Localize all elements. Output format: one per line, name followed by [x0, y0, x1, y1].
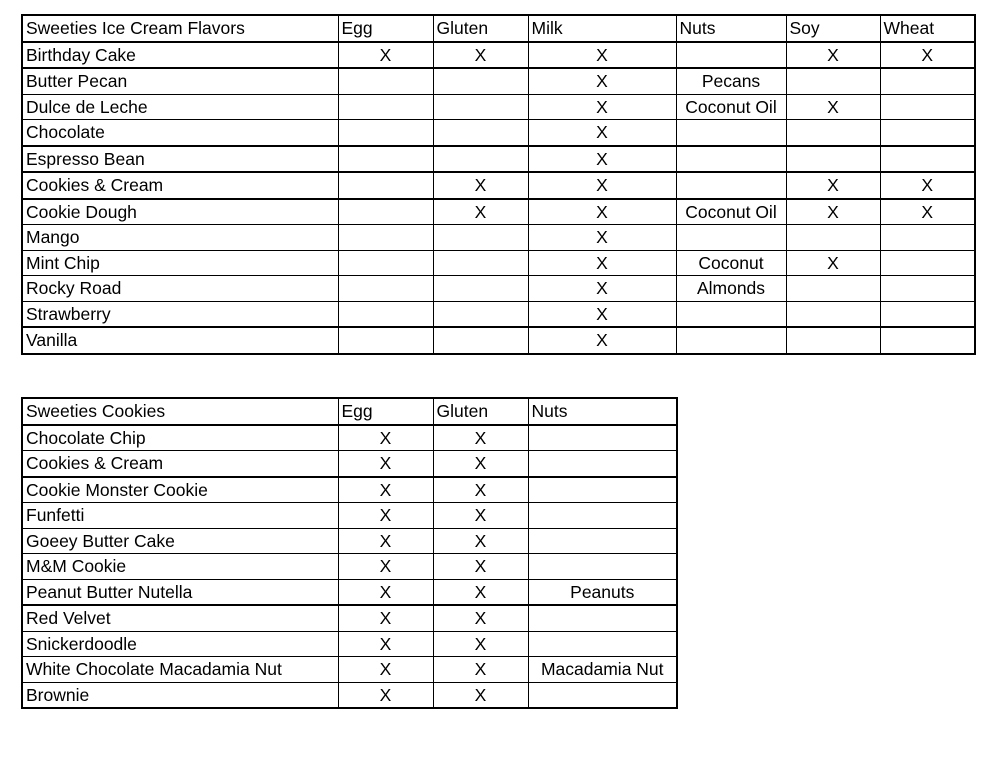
allergen-cell: X: [338, 657, 433, 683]
table-row: [22, 120, 975, 146]
allergen-cell: Coconut Oil: [676, 94, 786, 120]
allergen-cell: X: [338, 682, 433, 708]
allergen-cell: [338, 225, 433, 251]
item-name-cell: Snickerdoodle: [22, 631, 338, 657]
column-header: Wheat: [880, 15, 975, 42]
table-row: [22, 172, 975, 199]
allergen-cell: [433, 225, 528, 251]
table-title: Sweeties Cookies: [22, 398, 338, 425]
allergen-cell: X: [433, 503, 528, 529]
column-header: Nuts: [528, 398, 677, 425]
allergen-cell: X: [433, 199, 528, 225]
allergen-cell: [433, 250, 528, 276]
allergen-cell: Peanuts: [528, 579, 677, 605]
allergen-cell: [676, 146, 786, 173]
table-row: [22, 68, 975, 94]
allergen-cell: [433, 146, 528, 173]
table-row: [22, 579, 677, 605]
table-row: [22, 528, 677, 554]
allergen-cell: X: [528, 225, 676, 251]
column-header: Egg: [338, 15, 433, 42]
item-name-cell: Mint Chip: [22, 250, 338, 276]
allergen-cell: Coconut Oil: [676, 199, 786, 225]
allergen-cell: [433, 301, 528, 327]
item-name-cell: Red Velvet: [22, 605, 338, 631]
item-name-cell: Funfetti: [22, 503, 338, 529]
allergen-cell: X: [338, 503, 433, 529]
allergen-cell: X: [786, 199, 880, 225]
allergen-cell: X: [528, 250, 676, 276]
allergen-cell: Pecans: [676, 68, 786, 94]
column-header: Soy: [786, 15, 880, 42]
allergen-cell: X: [528, 94, 676, 120]
ice-cream-allergen-table: [21, 14, 976, 355]
allergen-cell: [338, 172, 433, 199]
item-name-cell: Cookie Dough: [22, 199, 338, 225]
table-row: [22, 276, 975, 302]
item-name-cell: Peanut Butter Nutella: [22, 579, 338, 605]
table-row: [22, 605, 677, 631]
table-row: [22, 503, 677, 529]
allergen-cell: [338, 199, 433, 225]
allergen-cell: X: [528, 42, 676, 69]
table-row: [22, 199, 975, 225]
allergen-cell: X: [338, 528, 433, 554]
allergen-cell: [338, 276, 433, 302]
item-name-cell: Chocolate Chip: [22, 425, 338, 451]
allergen-cell: [433, 276, 528, 302]
allergen-cell: [528, 528, 677, 554]
allergen-cell: [786, 276, 880, 302]
table-row: [22, 250, 975, 276]
column-header: Milk: [528, 15, 676, 42]
allergen-cell: X: [880, 42, 975, 69]
allergen-cell: X: [433, 605, 528, 631]
allergen-cell: [433, 68, 528, 94]
allergen-cell: [880, 250, 975, 276]
allergen-cell: [433, 120, 528, 146]
allergen-cell: Coconut: [676, 250, 786, 276]
allergen-cell: [433, 327, 528, 354]
item-name-cell: Cookies & Cream: [22, 451, 338, 477]
allergen-cell: [676, 172, 786, 199]
header-row: [22, 15, 975, 42]
allergen-cell: Almonds: [676, 276, 786, 302]
allergen-cell: X: [338, 605, 433, 631]
allergen-cell: [880, 146, 975, 173]
allergen-cell: [528, 682, 677, 708]
allergen-cell: [676, 120, 786, 146]
table-row: [22, 554, 677, 580]
item-name-cell: White Chocolate Macadamia Nut: [22, 657, 338, 683]
allergen-cell: X: [786, 42, 880, 69]
table-row: [22, 451, 677, 477]
allergen-cell: [786, 327, 880, 354]
allergen-cell: X: [433, 631, 528, 657]
allergen-cell: [786, 146, 880, 173]
allergen-cell: X: [433, 477, 528, 503]
item-name-cell: Rocky Road: [22, 276, 338, 302]
item-name-cell: Butter Pecan: [22, 68, 338, 94]
table-row: [22, 42, 975, 69]
column-header: Gluten: [433, 398, 528, 425]
cookies-allergen-table: [21, 397, 678, 709]
allergen-cell: X: [786, 94, 880, 120]
column-header: Gluten: [433, 15, 528, 42]
allergen-cell: Macadamia Nut: [528, 657, 677, 683]
allergen-cell: [338, 146, 433, 173]
table-row: [22, 225, 975, 251]
allergen-cell: X: [433, 554, 528, 580]
allergen-cell: X: [433, 42, 528, 69]
allergen-cell: X: [338, 477, 433, 503]
allergen-cell: X: [528, 199, 676, 225]
allergen-cell: X: [528, 327, 676, 354]
item-name-cell: Birthday Cake: [22, 42, 338, 69]
header-row: [22, 398, 677, 425]
table-row: [22, 425, 677, 451]
item-name-cell: Dulce de Leche: [22, 94, 338, 120]
item-name-cell: Vanilla: [22, 327, 338, 354]
allergen-cell: [528, 631, 677, 657]
allergen-cell: [880, 68, 975, 94]
allergen-cell: [528, 451, 677, 477]
table-row: [22, 146, 975, 173]
allergen-cell: [528, 503, 677, 529]
item-name-cell: Goeey Butter Cake: [22, 528, 338, 554]
allergen-cell: X: [880, 172, 975, 199]
allergen-cell: X: [338, 425, 433, 451]
allergen-cell: X: [338, 451, 433, 477]
allergen-cell: X: [338, 579, 433, 605]
allergen-cell: [786, 225, 880, 251]
allergen-cell: [676, 42, 786, 69]
allergen-cell: [880, 276, 975, 302]
allergen-cell: [528, 477, 677, 503]
allergen-cell: [338, 250, 433, 276]
allergen-cell: [528, 605, 677, 631]
allergen-cell: X: [433, 451, 528, 477]
table-title: Sweeties Ice Cream Flavors: [22, 15, 338, 42]
allergen-cell: [528, 554, 677, 580]
allergen-cell: X: [528, 68, 676, 94]
table-row: [22, 631, 677, 657]
item-name-cell: M&M Cookie: [22, 554, 338, 580]
allergen-cell: [528, 425, 677, 451]
item-name-cell: Brownie: [22, 682, 338, 708]
table-row: [22, 327, 975, 354]
column-header: Egg: [338, 398, 433, 425]
allergen-cell: [880, 225, 975, 251]
allergen-cell: [338, 94, 433, 120]
table-row: [22, 477, 677, 503]
item-name-cell: Strawberry: [22, 301, 338, 327]
allergen-cell: [338, 120, 433, 146]
allergen-cell: [880, 301, 975, 327]
item-name-cell: Mango: [22, 225, 338, 251]
allergen-cell: X: [338, 554, 433, 580]
column-header: Nuts: [676, 15, 786, 42]
allergen-cell: X: [433, 172, 528, 199]
allergen-cell: [338, 301, 433, 327]
item-name-cell: Cookie Monster Cookie: [22, 477, 338, 503]
allergen-cell: X: [528, 172, 676, 199]
allergen-cell: X: [433, 425, 528, 451]
allergen-cell: X: [880, 199, 975, 225]
allergen-cell: X: [528, 146, 676, 173]
allergen-cell: X: [786, 172, 880, 199]
allergen-cell: [676, 225, 786, 251]
allergen-cell: [880, 120, 975, 146]
allergen-cell: X: [786, 250, 880, 276]
allergen-cell: [338, 327, 433, 354]
table-row: [22, 94, 975, 120]
allergen-cell: X: [433, 579, 528, 605]
allergen-cell: X: [433, 528, 528, 554]
item-name-cell: Espresso Bean: [22, 146, 338, 173]
allergen-cell: X: [528, 301, 676, 327]
allergen-cell: X: [528, 120, 676, 146]
table-row: [22, 657, 677, 683]
item-name-cell: Cookies & Cream: [22, 172, 338, 199]
allergen-cell: [880, 94, 975, 120]
item-name-cell: Chocolate: [22, 120, 338, 146]
allergen-cell: [676, 301, 786, 327]
allergen-cell: X: [338, 42, 433, 69]
table-row: [22, 301, 975, 327]
allergen-cell: X: [433, 657, 528, 683]
allergen-cell: [786, 68, 880, 94]
allergen-cell: [786, 120, 880, 146]
allergen-cell: [786, 301, 880, 327]
allergen-cell: [880, 327, 975, 354]
allergen-cell: X: [433, 682, 528, 708]
allergen-cell: [338, 68, 433, 94]
table-row: [22, 682, 677, 708]
allergen-cell: X: [338, 631, 433, 657]
allergen-cell: X: [528, 276, 676, 302]
allergen-cell: [433, 94, 528, 120]
allergen-cell: [676, 327, 786, 354]
